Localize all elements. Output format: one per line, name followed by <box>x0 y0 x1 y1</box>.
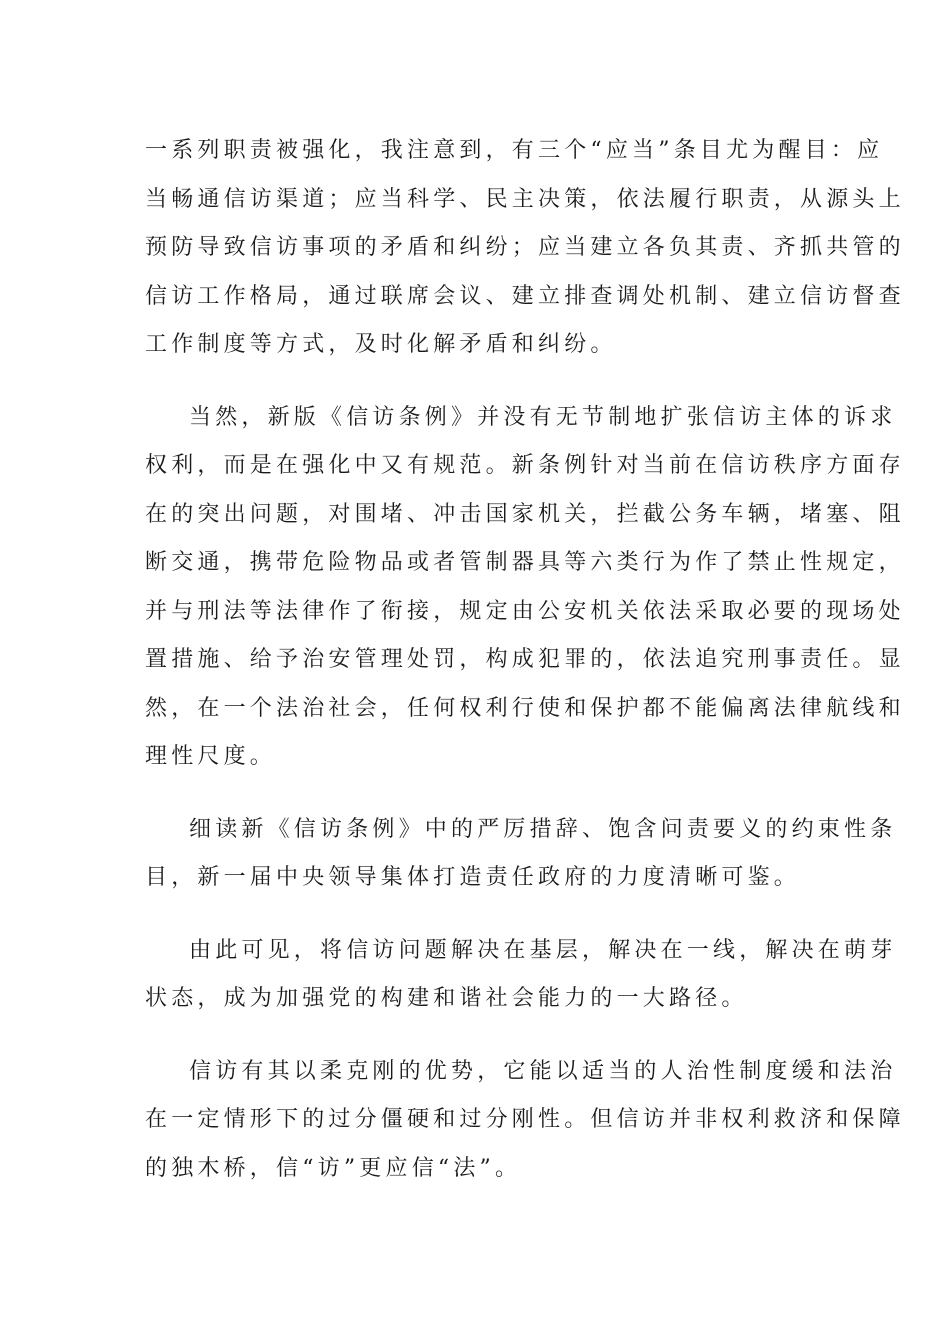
text-line: 理性尺度。 <box>145 744 277 769</box>
text-line: 当畅通信访渠道；应当科学、民主决策，依法履行职责，从源头上 <box>145 186 905 212</box>
text-line: 预防导致信访事项的矛盾和纠纷；应当建立各负其责、齐抓共管的 <box>145 235 905 260</box>
paragraph <box>145 1048 905 1194</box>
paragraph <box>145 927 897 1024</box>
text-line: 的独木桥，信“访”更应信“法”。 <box>145 1155 522 1181</box>
text-line: 权利，而是在强化中又有规范。新条例针对当前在信访秩序方面存 <box>145 453 905 478</box>
text-line: 由此可见，将信访问题解决在基层，解决在一线，解决在萌芽 <box>189 937 897 963</box>
text-line: 细读新《信访条例》中的严厉措辞、饱含问责要义的约束性条 <box>189 816 897 842</box>
text-line: 断交通，携带危险物品或者管制器具等六类行为作了禁止性规定， <box>145 550 905 575</box>
text-line: 工作制度等方式，及时化解矛盾和纠纷。 <box>145 332 617 357</box>
paragraph <box>145 394 905 782</box>
text-line: 目，新一届中央领导集体打造责任政府的力度清晰可鉴。 <box>145 865 801 890</box>
text-line: 信访工作格局，通过联席会议、建立排查调处机制、建立信访督查 <box>145 283 905 309</box>
text-line: 然，在一个法治社会，任何权利行使和保护都不能偏离法律航线和 <box>145 695 905 721</box>
text-line: 一系列职责被强化，我注意到，有三个“应当”条目尤为醒目：应 <box>145 138 884 163</box>
text-line: 并与刑法等法律作了衔接，规定由公安机关依法采取必要的现场处 <box>145 598 905 624</box>
text-line: 在一定情形下的过分僵硬和过分刚性。但信访并非权利救济和保障 <box>145 1107 905 1132</box>
text-line: 在的突出问题，对围堵、冲击国家机关，拦截公务车辆，堵塞、阻 <box>145 501 905 527</box>
paragraph <box>145 127 905 370</box>
text-line: 当然，新版《信访条例》并没有无节制地扩张信访主体的诉求 <box>189 404 897 430</box>
text-line: 信访有其以柔克刚的优势，它能以适当的人治性制度缓和法治 <box>189 1058 897 1084</box>
document-body <box>145 127 905 1217</box>
text-line: 置措施、给予治安管理处罚，构成犯罪的，依法追究刑事责任。显 <box>145 647 905 672</box>
paragraph <box>145 806 897 903</box>
text-line: 状态，成为加强党的构建和谐社会能力的一大路径。 <box>145 986 748 1011</box>
